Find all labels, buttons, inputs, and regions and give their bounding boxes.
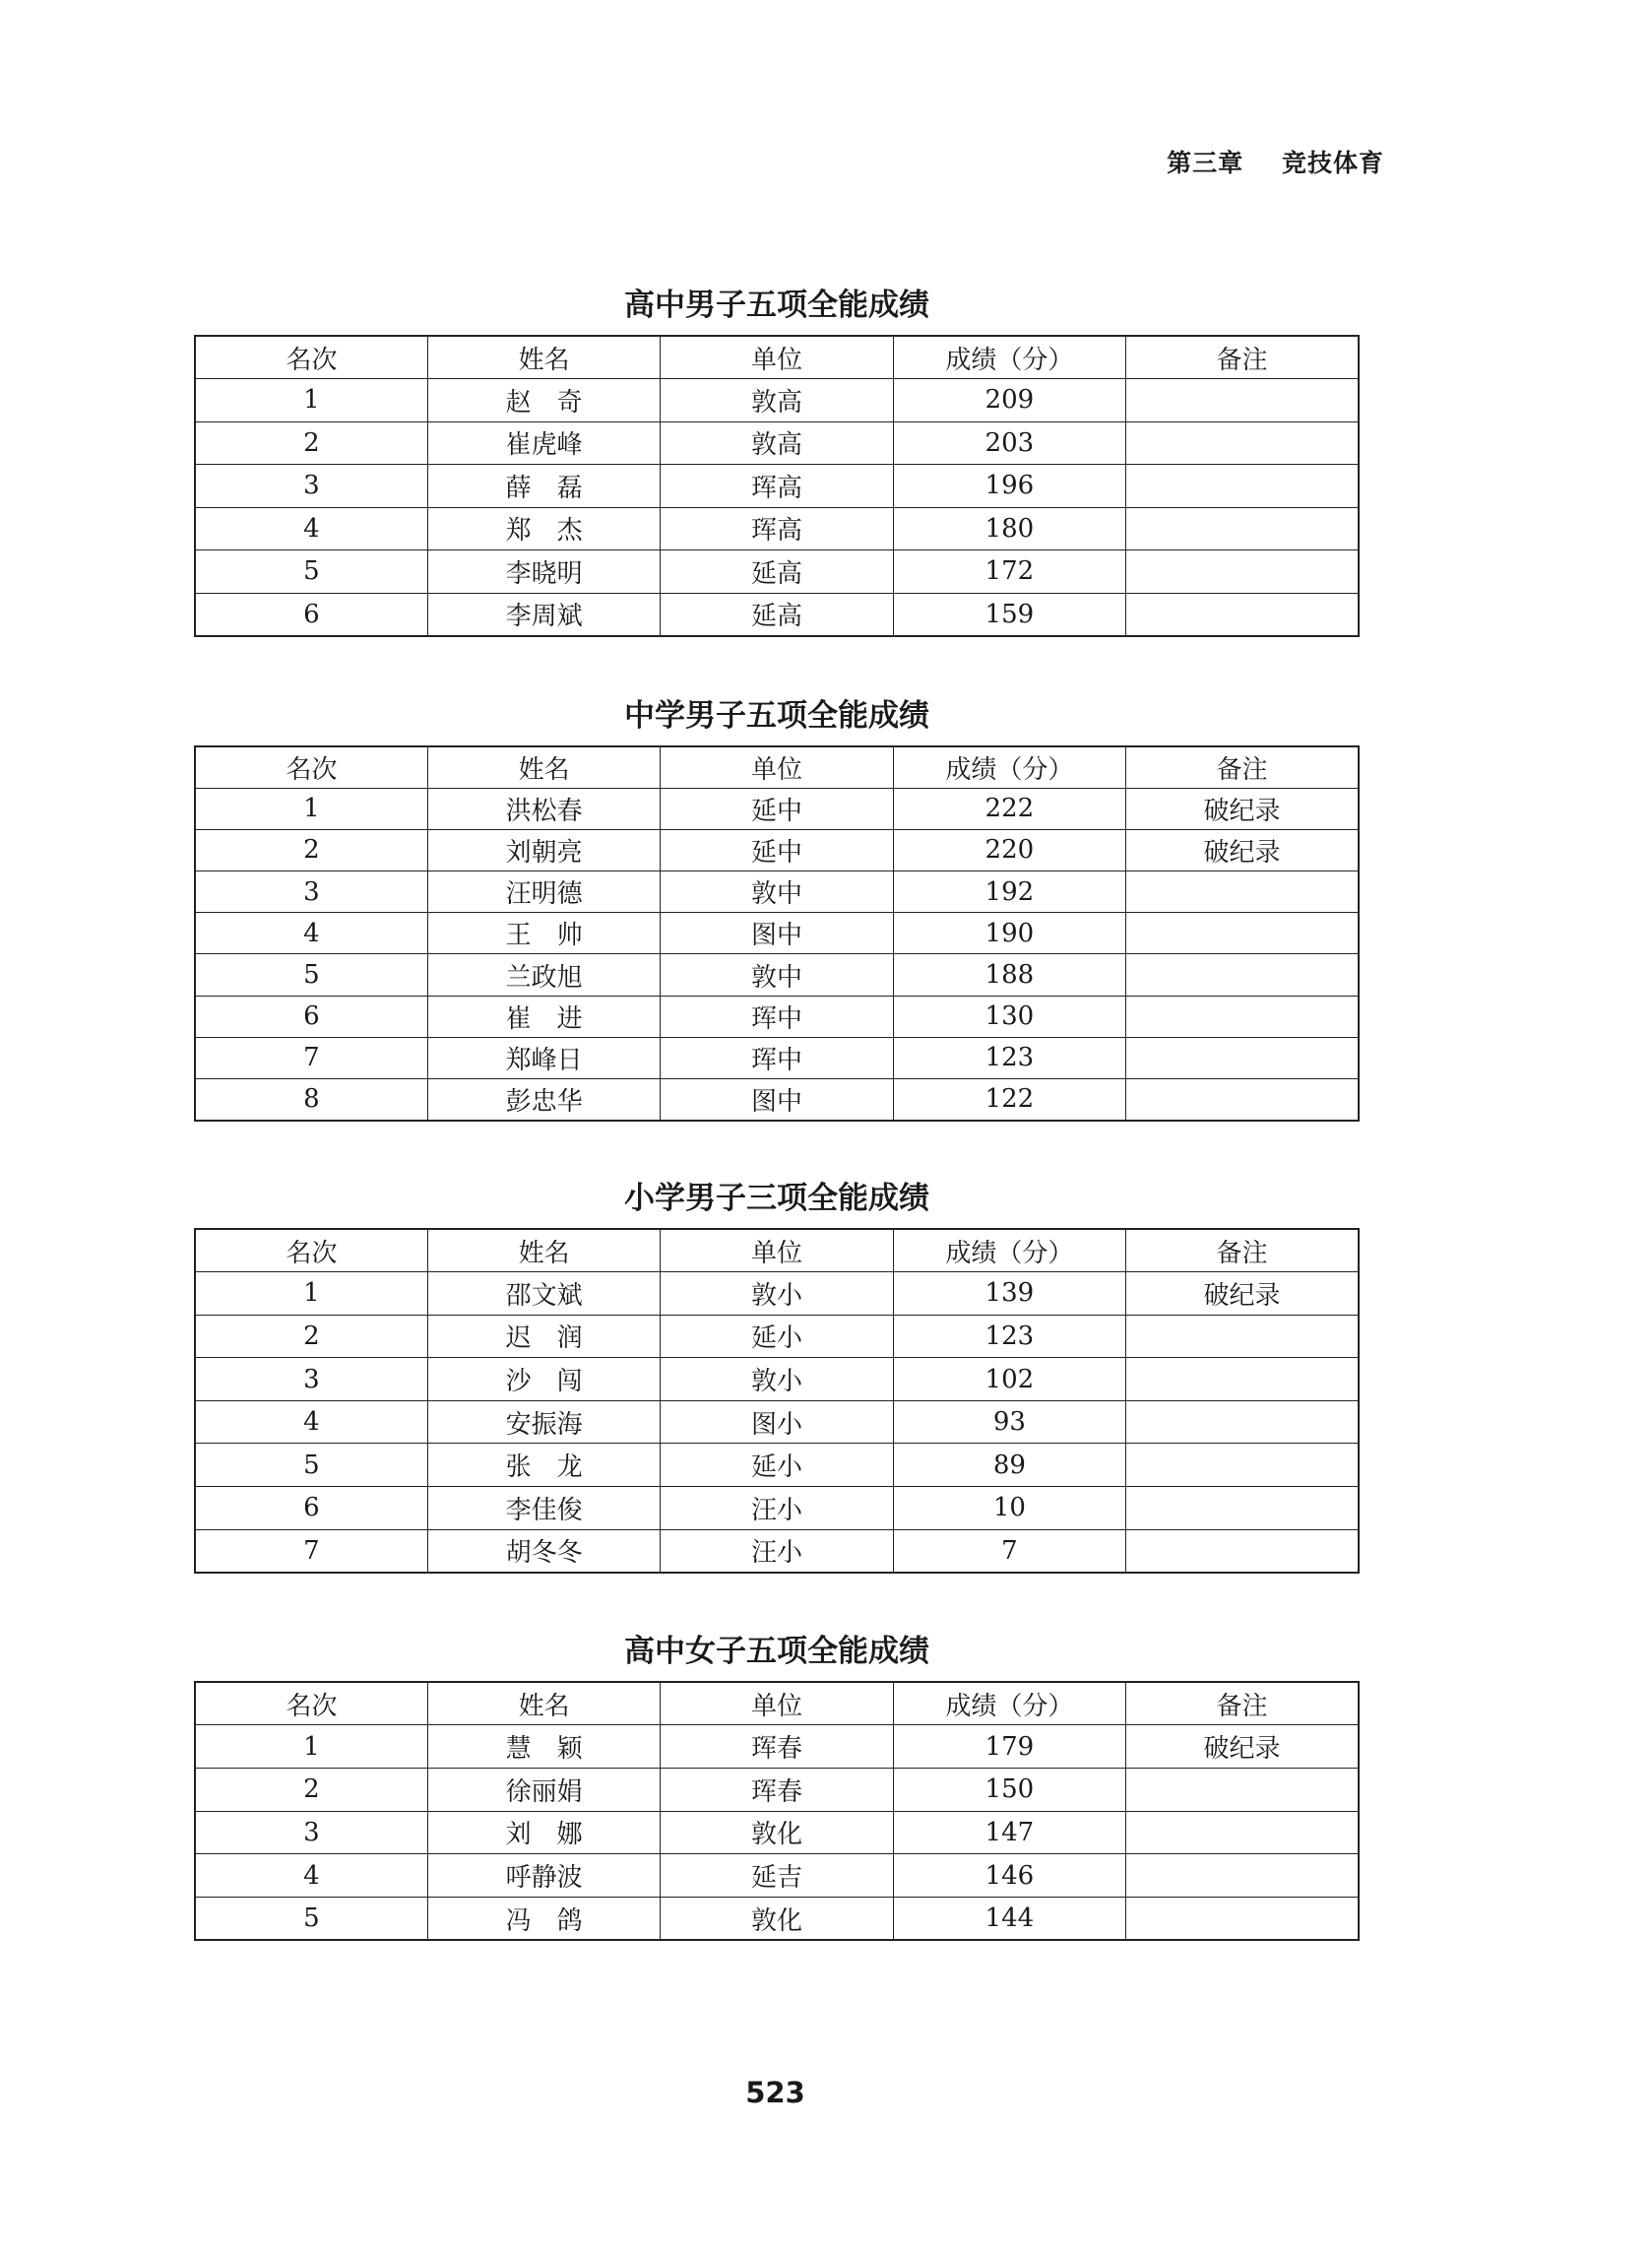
table-cell: 3: [195, 465, 427, 508]
table-cell: 139: [893, 1272, 1125, 1316]
table-cell: 延小: [661, 1315, 893, 1358]
table-cell: 图中: [661, 1079, 893, 1121]
table-cell: 123: [893, 1037, 1125, 1078]
column-header: 单位: [661, 746, 893, 788]
table-cell: 220: [893, 829, 1125, 871]
table-cell: 3: [195, 871, 427, 913]
table-row: [195, 1725, 1359, 1769]
table-cell: [1126, 421, 1359, 465]
column-header: 名次: [195, 746, 427, 788]
table-cell: 洪松春: [427, 788, 660, 829]
table-cell: [1126, 1487, 1359, 1530]
table-row: [195, 1487, 1359, 1530]
table-row: [195, 1897, 1359, 1940]
table-cell: 5: [195, 954, 427, 996]
table-title: 小学男子三项全能成绩: [624, 1181, 929, 1216]
table-row: [195, 465, 1359, 508]
table-row: [195, 507, 1359, 550]
column-header: 姓名: [427, 746, 660, 788]
results-table: [194, 335, 1360, 637]
table-cell: 安振海: [427, 1400, 660, 1444]
table-cell: 郑 杰: [427, 507, 660, 550]
table-cell: 6: [195, 1487, 427, 1530]
table-cell: 89: [893, 1444, 1125, 1487]
column-header: 单位: [661, 336, 893, 379]
table-cell: 147: [893, 1811, 1125, 1854]
table-cell: 郑峰日: [427, 1037, 660, 1078]
table-cell: 5: [195, 550, 427, 594]
table-cell: 102: [893, 1358, 1125, 1401]
table-cell: [1126, 871, 1359, 913]
table-cell: 190: [893, 913, 1125, 954]
table-cell: 汪明德: [427, 871, 660, 913]
table-title: 高中男子五项全能成绩: [624, 288, 929, 323]
table-cell: 破纪录: [1126, 829, 1359, 871]
table-header-row: [195, 1229, 1359, 1272]
table-cell: [1126, 465, 1359, 508]
results-table: [194, 1681, 1360, 1941]
table-cell: [1126, 593, 1359, 636]
table-cell: 2: [195, 1315, 427, 1358]
table-cell: 172: [893, 550, 1125, 594]
column-header: 备注: [1126, 746, 1359, 788]
table-row: [195, 1854, 1359, 1898]
table-cell: 沙 闯: [427, 1358, 660, 1401]
table-cell: 6: [195, 996, 427, 1037]
table-row: [195, 996, 1359, 1037]
table-cell: 珲高: [661, 507, 893, 550]
table-cell: 2: [195, 829, 427, 871]
column-header: 成绩（分）: [893, 1229, 1125, 1272]
table-row: [195, 379, 1359, 422]
table-cell: 汪小: [661, 1529, 893, 1573]
table-cell: 李周斌: [427, 593, 660, 636]
table-cell: [1126, 954, 1359, 996]
column-header: 成绩（分）: [893, 336, 1125, 379]
table-cell: 胡冬冬: [427, 1529, 660, 1573]
table-cell: 刘 娜: [427, 1811, 660, 1854]
table-cell: 迟 润: [427, 1315, 660, 1358]
table-cell: 93: [893, 1400, 1125, 1444]
table-cell: 209: [893, 379, 1125, 422]
table-cell: 珲高: [661, 465, 893, 508]
column-header: 备注: [1126, 336, 1359, 379]
table-row: [195, 871, 1359, 913]
table-cell: [1126, 1768, 1359, 1811]
table-cell: 196: [893, 465, 1125, 508]
table-cell: [1126, 1811, 1359, 1854]
table-cell: 张 龙: [427, 1444, 660, 1487]
table-cell: 6: [195, 593, 427, 636]
table-cell: 4: [195, 1854, 427, 1898]
table-cell: 图中: [661, 913, 893, 954]
table-cell: 李晓明: [427, 550, 660, 594]
table-row: [195, 1358, 1359, 1401]
table-cell: 破纪录: [1126, 788, 1359, 829]
table-cell: 1: [195, 379, 427, 422]
table-cell: 4: [195, 1400, 427, 1444]
table-cell: 兰政旭: [427, 954, 660, 996]
results-table: [194, 1228, 1360, 1574]
table-cell: [1126, 1854, 1359, 1898]
table-cell: 汪小: [661, 1487, 893, 1530]
table-row: [195, 1444, 1359, 1487]
table-cell: 延吉: [661, 1854, 893, 1898]
table-cell: 呼静波: [427, 1854, 660, 1898]
table-cell: 崔虎峰: [427, 421, 660, 465]
table-cell: [1126, 1315, 1359, 1358]
table-cell: 122: [893, 1079, 1125, 1121]
table-cell: [1126, 1897, 1359, 1940]
table-cell: 1: [195, 1725, 427, 1769]
table-cell: [1126, 1079, 1359, 1121]
column-header: 名次: [195, 336, 427, 379]
table-cell: 4: [195, 913, 427, 954]
table-row: [195, 1272, 1359, 1316]
table-cell: 3: [195, 1811, 427, 1854]
table-cell: 10: [893, 1487, 1125, 1530]
table-cell: 203: [893, 421, 1125, 465]
table-cell: 130: [893, 996, 1125, 1037]
table-cell: [1126, 913, 1359, 954]
table-cell: 邵文斌: [427, 1272, 660, 1316]
table-cell: 7: [195, 1529, 427, 1573]
table-cell: 180: [893, 507, 1125, 550]
table-header-row: [195, 1682, 1359, 1725]
table-row: [195, 1079, 1359, 1121]
table-title: 中学男子五项全能成绩: [624, 698, 929, 734]
table-cell: 彭忠华: [427, 1079, 660, 1121]
results-section: [194, 694, 1360, 1122]
table-header-row: [195, 746, 1359, 788]
table-row: [195, 1037, 1359, 1078]
table-cell: 敦中: [661, 871, 893, 913]
table-cell: 薛 磊: [427, 465, 660, 508]
column-header: 成绩（分）: [893, 746, 1125, 788]
table-cell: 192: [893, 871, 1125, 913]
table-cell: 珲中: [661, 996, 893, 1037]
table-cell: 159: [893, 593, 1125, 636]
table-cell: 图小: [661, 1400, 893, 1444]
table-cell: 敦小: [661, 1272, 893, 1316]
column-header: 名次: [195, 1229, 427, 1272]
table-cell: 破纪录: [1126, 1272, 1359, 1316]
table-row: [195, 1529, 1359, 1573]
table-row: [195, 829, 1359, 871]
table-cell: 7: [893, 1529, 1125, 1573]
table-cell: 敦化: [661, 1897, 893, 1940]
column-header: 名次: [195, 1682, 427, 1725]
column-header: 姓名: [427, 1682, 660, 1725]
table-cell: 1: [195, 788, 427, 829]
table-cell: 破纪录: [1126, 1725, 1359, 1769]
table-cell: 3: [195, 1358, 427, 1401]
table-title: 高中女子五项全能成绩: [624, 1634, 929, 1669]
table-cell: 150: [893, 1768, 1125, 1811]
results-section: [194, 1177, 1360, 1574]
table-row: [195, 1315, 1359, 1358]
table-cell: 222: [893, 788, 1125, 829]
table-cell: 珲春: [661, 1725, 893, 1769]
table-cell: [1126, 996, 1359, 1037]
table-cell: 敦高: [661, 421, 893, 465]
table-row: [195, 1400, 1359, 1444]
column-header: 备注: [1126, 1229, 1359, 1272]
running-header: 第三章 竞技体育: [1167, 149, 1384, 177]
table-cell: 144: [893, 1897, 1125, 1940]
table-cell: 敦中: [661, 954, 893, 996]
table-cell: [1126, 1037, 1359, 1078]
table-cell: 延中: [661, 788, 893, 829]
table-cell: [1126, 550, 1359, 594]
table-cell: 2: [195, 1768, 427, 1811]
table-row: [195, 593, 1359, 636]
table-cell: [1126, 1444, 1359, 1487]
column-header: 单位: [661, 1682, 893, 1725]
table-cell: 延中: [661, 829, 893, 871]
table-header-row: [195, 336, 1359, 379]
table-cell: 赵 奇: [427, 379, 660, 422]
table-cell: 珲中: [661, 1037, 893, 1078]
table-cell: [1126, 507, 1359, 550]
table-cell: 徐丽娟: [427, 1768, 660, 1811]
table-cell: 7: [195, 1037, 427, 1078]
table-cell: 5: [195, 1897, 427, 1940]
table-cell: 延高: [661, 550, 893, 594]
column-header: 备注: [1126, 1682, 1359, 1725]
table-cell: 敦高: [661, 379, 893, 422]
table-cell: 崔 进: [427, 996, 660, 1037]
column-header: 成绩（分）: [893, 1682, 1125, 1725]
table-row: [195, 421, 1359, 465]
table-cell: 敦化: [661, 1811, 893, 1854]
table-row: [195, 550, 1359, 594]
column-header: 姓名: [427, 1229, 660, 1272]
table-row: [195, 788, 1359, 829]
results-section: [194, 284, 1360, 637]
column-header: 单位: [661, 1229, 893, 1272]
table-cell: 146: [893, 1854, 1125, 1898]
column-header: 姓名: [427, 336, 660, 379]
table-cell: 李佳俊: [427, 1487, 660, 1530]
table-cell: [1126, 1400, 1359, 1444]
table-cell: 179: [893, 1725, 1125, 1769]
table-cell: 珲春: [661, 1768, 893, 1811]
table-row: [195, 1768, 1359, 1811]
table-cell: 188: [893, 954, 1125, 996]
table-cell: 刘朝亮: [427, 829, 660, 871]
table-cell: 5: [195, 1444, 427, 1487]
table-cell: 延小: [661, 1444, 893, 1487]
table-cell: 延高: [661, 593, 893, 636]
table-cell: 1: [195, 1272, 427, 1316]
table-cell: 2: [195, 421, 427, 465]
table-cell: 4: [195, 507, 427, 550]
table-cell: 123: [893, 1315, 1125, 1358]
table-cell: [1126, 379, 1359, 422]
table-row: [195, 954, 1359, 996]
table-row: [195, 913, 1359, 954]
table-cell: 慧 颖: [427, 1725, 660, 1769]
page-number: 523: [745, 2076, 805, 2109]
table-cell: 王 帅: [427, 913, 660, 954]
table-cell: 8: [195, 1079, 427, 1121]
table-row: [195, 1811, 1359, 1854]
table-cell: [1126, 1358, 1359, 1401]
results-section: [194, 1630, 1360, 1941]
results-table: [194, 745, 1360, 1122]
table-cell: 冯 鸽: [427, 1897, 660, 1940]
table-cell: [1126, 1529, 1359, 1573]
table-cell: 敦小: [661, 1358, 893, 1401]
